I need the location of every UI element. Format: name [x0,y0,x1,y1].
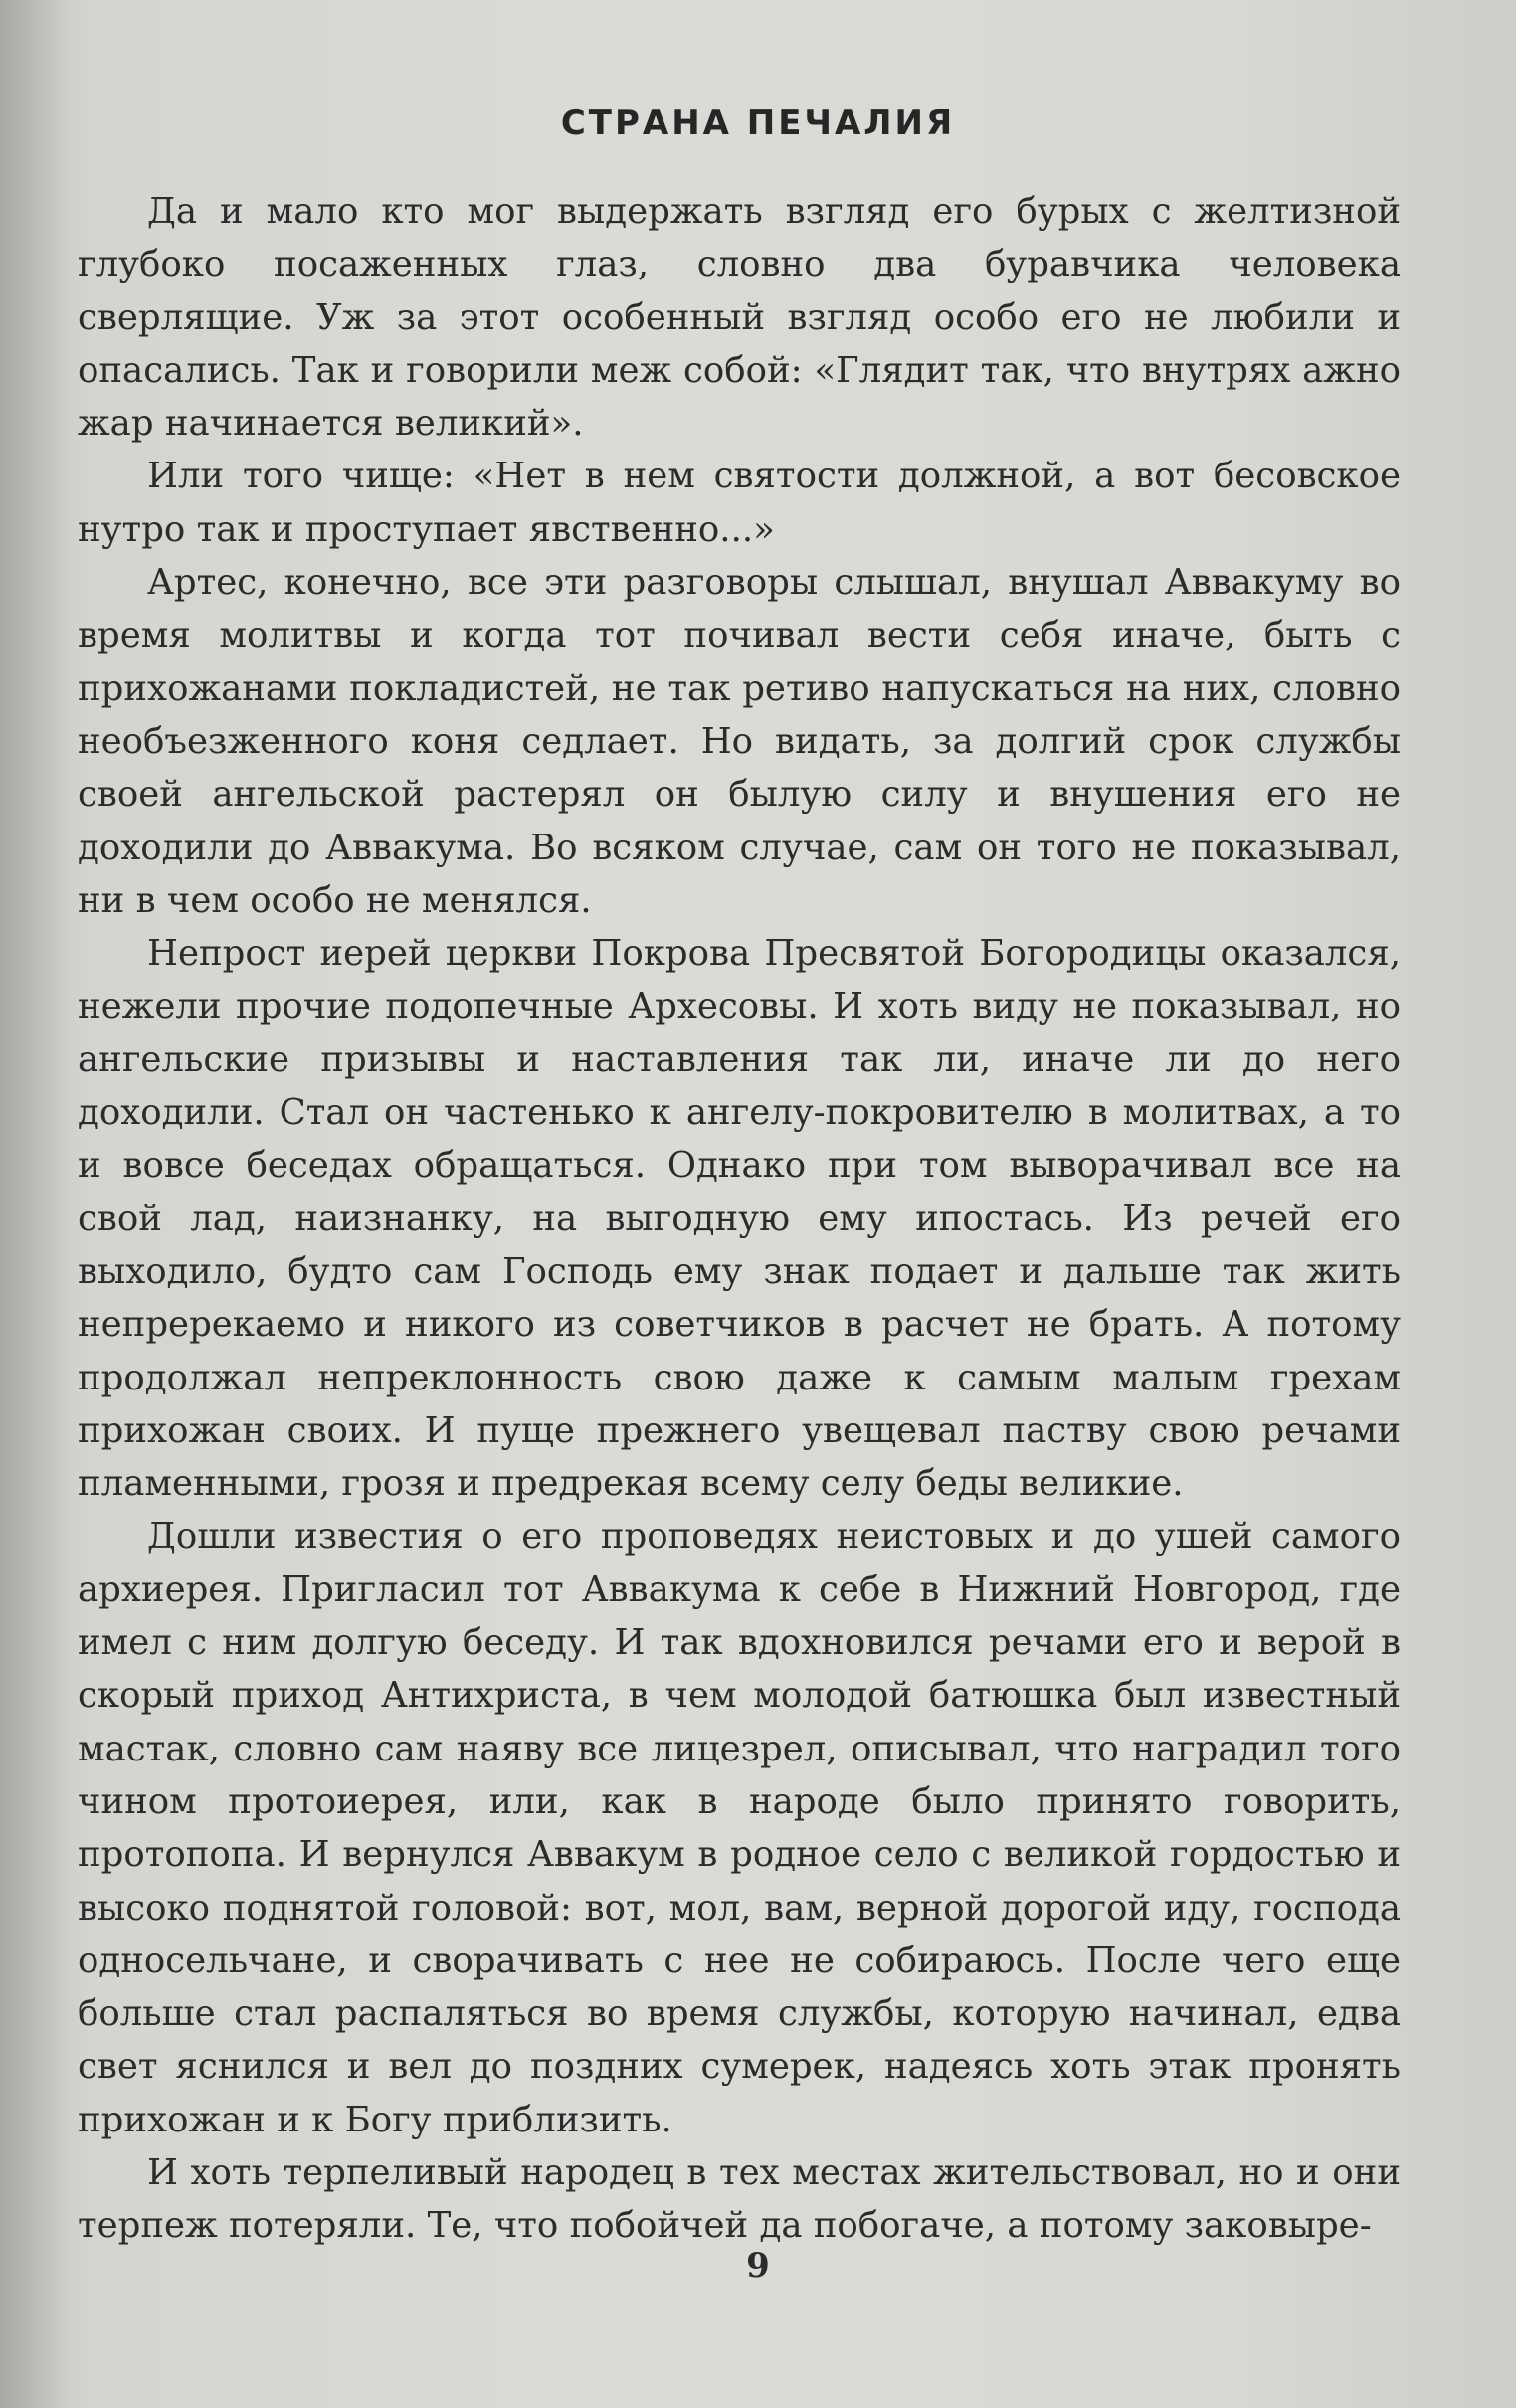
paragraph: Артес, конечно, все эти разговоры слышал, внушал Аввакуму во время молитвы и когда тот почивал вести себя иначе, быть с прихожанами покладистей, не так ретиво напускаться на них, словно необъезженного коня седлает. Но видать, за долгий срок службы своей ангельской растерял он былую силу и внушения его не доходили до Аввакума. Во всяком случае, сам он того не показывал, ни в чем особо не менялся. [78,562,1401,921]
paragraph: Непрост иерей церкви Покрова Пресвятой Богородицы оказался, нежели прочие подопечные Архесовы. И хоть виду не показывал, но ангельские призывы и наставления так ли, иначе ли до него доходили. Стал он частенько к ангелу-покровителю в молитвах, а то и вовсе беседах обращаться. Однако при том выворачивал все на свой лад, наизнанку, на выгодную ему ипостась. Из речей его выходило, будто сам Господь ему знак подает и дальше так жить непререкаемо и никого из советчиков в расчет не брать. А потому продолжал непреклонность свою даже к самым малым грехам прихожан своих. И пуще прежнего увещевал паству свою речами пламенными, грозя и предрекая всему селу беды великие. [78,933,1401,1505]
binding-shadow [0,0,70,2408]
page-body-text [78,185,1401,2253]
page-number: 9 [746,2246,770,2286]
paragraph: И хоть терпеливый народец в тех местах жительствовал, но и они терпеж потеряли. Те, что побойчей да побогаче, а потому заковыре- [78,2151,1401,2247]
running-title: СТРАНА ПЕЧАЛИЯ [560,103,956,143]
paragraph: Или того чище: «Нет в нем святости должной, а вот бесовское нутро так и проступает явственно...» [78,456,1401,550]
paragraph: Дошли известия о его проповедях неистовых и до ушей самого архиерея. Пригласил тот Аввакума к себе в Нижний Новгород, где имел с ним долгую беседу. И так вдохновился речами его и верой в скорый приход Антихриста, в чем молодой батюшка был известный мастак, словно сам наяву все лицезрел, описывал, что наградил того чином протоиерея, или, как в народе было принято говорить, протопопа. И вернулся Аввакум в родное село с великой гордостью и высоко поднятой головой: вот, мол, вам, верной дорогой иду, господа односельчане, и сворачивать с нее не собираюсь. После чего еще больше стал распаляться во время службы, которую начинал, едва свет яснился и вел до поздних сумерек, надеясь хоть этак пронять прихожан и к Богу приблизить. [78,1516,1401,2140]
paragraph: Да и мало кто мог выдержать взгляд его бурых с желтизной глубоко посаженных глаз, словно два буравчика человека сверлящие. Уж за этот особенный взгляд особо его не любили и опасались. Так и говорили меж собой: «Глядит так, что внутрях ажно жар начинается великий». [78,191,1401,445]
